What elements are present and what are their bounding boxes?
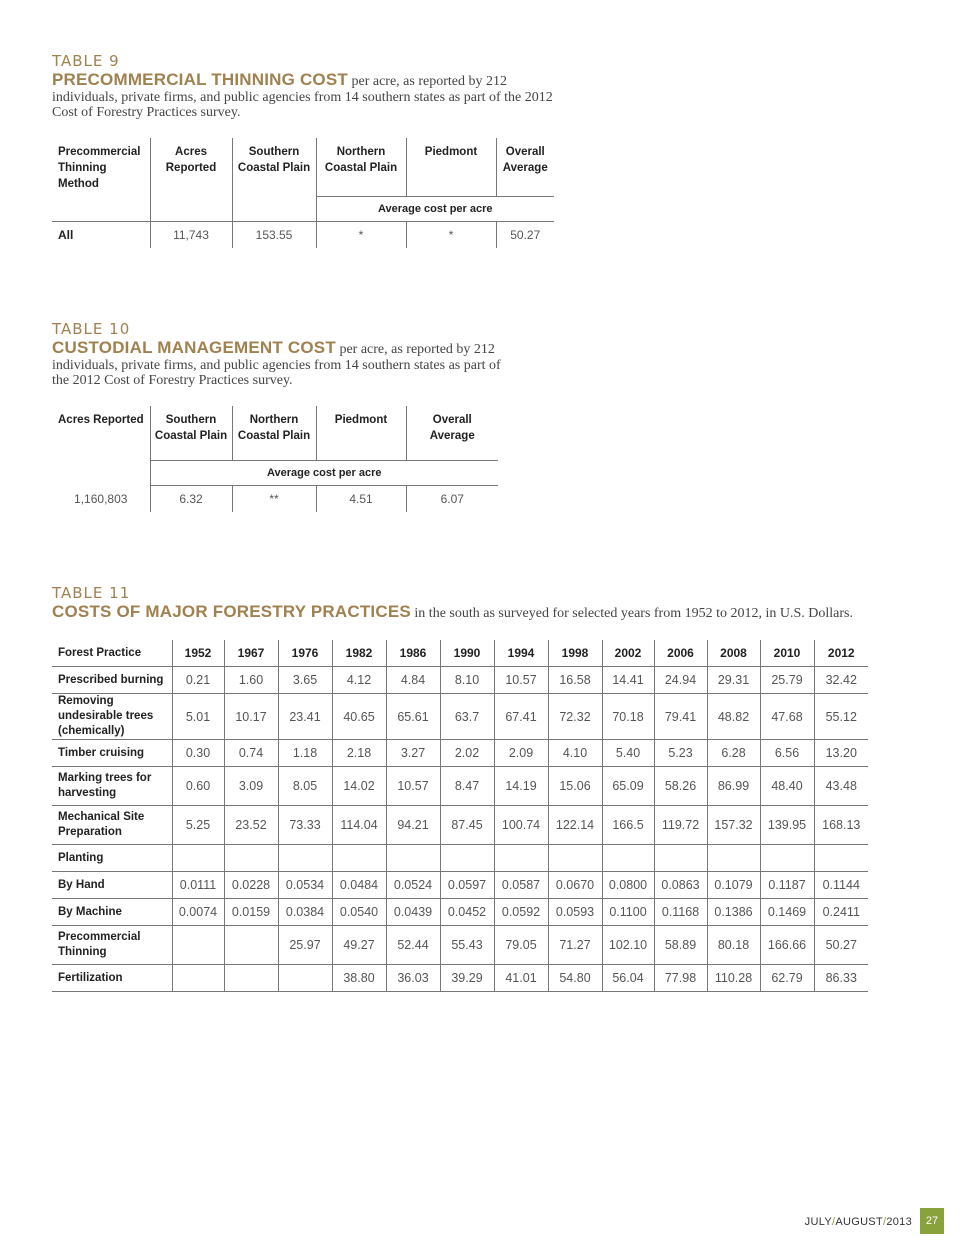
- table11-cell: 67.41: [494, 694, 548, 740]
- table11-cell: 2.09: [494, 740, 548, 767]
- table11-cell: 8.05: [278, 767, 332, 806]
- table11-cell: 0.0597: [440, 872, 494, 899]
- table11-cell: 139.95: [760, 806, 814, 845]
- table11-cell: 62.79: [760, 965, 814, 992]
- table11-cell: 0.0384: [278, 899, 332, 926]
- table10-cell: 1,160,803: [52, 486, 150, 513]
- table11-cell: 3.09: [224, 767, 278, 806]
- table11-cell: [548, 845, 602, 872]
- table11-row-label: Marking trees for harvesting: [52, 767, 172, 806]
- table11-cell: [224, 965, 278, 992]
- table10-caption-text: per acre, as reported by 212 individuals, private firms, and public agencies from 14 southern states as part of the 2012 Cost of Forestry Practices survey.: [52, 342, 501, 388]
- table11-cell: 3.27: [386, 740, 440, 767]
- table10-header: Northern Coastal Plain: [232, 406, 316, 461]
- table11-header: 1986: [386, 640, 440, 667]
- table11-row-label: Fertilization: [52, 965, 172, 992]
- table9-subheader: Average cost per acre: [316, 196, 554, 221]
- table11-cell: 157.32: [707, 806, 760, 845]
- table11-row-label: By Machine: [52, 899, 172, 926]
- table11-cell: 8.47: [440, 767, 494, 806]
- table11-cell: 166.66: [760, 926, 814, 965]
- table10-subheader: Average cost per acre: [150, 461, 498, 486]
- table11-header: 1994: [494, 640, 548, 667]
- table11-cell: [172, 845, 224, 872]
- table9-cell: *: [316, 221, 406, 248]
- table11-cell: 58.89: [654, 926, 707, 965]
- table11-cell: 5.23: [654, 740, 707, 767]
- table11-cell: 79.41: [654, 694, 707, 740]
- table11-cell: 166.5: [602, 806, 654, 845]
- table-row: [52, 486, 498, 513]
- table9-header: Precommercial Thinning Method: [52, 138, 150, 196]
- table11-header: 2002: [602, 640, 654, 667]
- table11-cell: 2.18: [332, 740, 386, 767]
- table11-cell: 13.20: [814, 740, 868, 767]
- table9-cell: All: [52, 221, 150, 248]
- table9-header: Acres Reported: [150, 138, 232, 196]
- table11-cell: 168.13: [814, 806, 868, 845]
- table11-header: 1982: [332, 640, 386, 667]
- table11-cell: 87.45: [440, 806, 494, 845]
- table11-header: 2008: [707, 640, 760, 667]
- table11-label: TABLE 11: [52, 584, 131, 602]
- table11-cell: 0.1144: [814, 872, 868, 899]
- table11-cell: 65.61: [386, 694, 440, 740]
- table11-cell: 110.28: [707, 965, 760, 992]
- table11-cell: [814, 845, 868, 872]
- table11-row-label: Mechanical Site Preparation: [52, 806, 172, 845]
- table9-label: TABLE 9: [52, 52, 120, 70]
- table11-row-label: Prescribed burning: [52, 667, 172, 694]
- table11-cell: 6.56: [760, 740, 814, 767]
- table11-header: 2006: [654, 640, 707, 667]
- table9-cell: 11,743: [150, 221, 232, 248]
- table9-cell: 50.27: [510, 227, 541, 242]
- table11-cell: [224, 926, 278, 965]
- table11-cell: 0.0800: [602, 872, 654, 899]
- table11-cell: 77.98: [654, 965, 707, 992]
- table11-cell: 0.0439: [386, 899, 440, 926]
- issue-date: JULY/AUGUST/2013: [804, 1216, 912, 1228]
- table11-cell: 5.25: [172, 806, 224, 845]
- table-row: [52, 221, 554, 248]
- table11-cell: 55.12: [814, 694, 868, 740]
- table10-title: CUSTODIAL MANAGEMENT COST: [52, 338, 336, 357]
- table11-cell: 0.0670: [548, 872, 602, 899]
- table9-caption-text: per acre, as reported by 212 individuals, private firms, and public agencies from 14 southern states as part of the 2012 Cost of Forestry Practices survey.: [52, 74, 553, 120]
- table9-header: Overall Average: [502, 146, 548, 174]
- table11-cell: 94.21: [386, 806, 440, 845]
- table11-cell: [760, 845, 814, 872]
- table11-cell: 65.09: [602, 767, 654, 806]
- table11-cell: 25.79: [760, 667, 814, 694]
- table11-heading: [52, 584, 872, 622]
- table9-cell: *: [406, 221, 496, 248]
- table-row: [52, 740, 868, 767]
- table11-cell: 100.74: [494, 806, 548, 845]
- table11-cell: 0.1100: [602, 899, 654, 926]
- table11-cell: 4.10: [548, 740, 602, 767]
- table11-cell: 2.02: [440, 740, 494, 767]
- table9-cell: 153.55: [232, 221, 316, 248]
- table11-cell: 10.57: [494, 667, 548, 694]
- table11-cell: 23.41: [278, 694, 332, 740]
- table11-cell: 14.19: [494, 767, 548, 806]
- table11-cell: 23.52: [224, 806, 278, 845]
- table10-label: TABLE 10: [52, 320, 131, 338]
- table11-cell: 0.0587: [494, 872, 548, 899]
- table11-cell: 114.04: [332, 806, 386, 845]
- table11-cell: 6.28: [707, 740, 760, 767]
- table11-header: 1952: [172, 640, 224, 667]
- table11-cell: 102.10: [602, 926, 654, 965]
- table11-cell: 0.0484: [332, 872, 386, 899]
- table9-heading: [52, 52, 572, 121]
- table11-cell: 73.33: [278, 806, 332, 845]
- table11-cell: [224, 845, 278, 872]
- table11-cell: [278, 965, 332, 992]
- table11-cell: 0.0593: [548, 899, 602, 926]
- table11-cell: 0.30: [172, 740, 224, 767]
- table11-row-label: Timber cruising: [52, 740, 172, 767]
- table9-header: Piedmont: [406, 138, 496, 196]
- table9-header: Southern Coastal Plain: [232, 138, 316, 196]
- issue-month1: JULY: [804, 1216, 832, 1228]
- table10-header: Acres Reported: [52, 406, 150, 461]
- table11-cell: 32.42: [814, 667, 868, 694]
- table11-cell: 40.65: [332, 694, 386, 740]
- table9-title: PRECOMMERCIAL THINNING COST: [52, 70, 348, 89]
- table11-cell: 0.0592: [494, 899, 548, 926]
- table11-cell: 86.33: [814, 965, 868, 992]
- table11-cell: 71.27: [548, 926, 602, 965]
- table-row: [52, 806, 868, 845]
- table11-cell: 0.21: [172, 667, 224, 694]
- table11-header: 2010: [760, 640, 814, 667]
- table11-cell: 8.10: [440, 667, 494, 694]
- table11-header: 1990: [440, 640, 494, 667]
- table11-cell: 43.48: [814, 767, 868, 806]
- table11-header: Forest Practice: [52, 640, 172, 667]
- page-number: 27: [920, 1208, 944, 1234]
- table11-cell: 25.97: [278, 926, 332, 965]
- table-row: [52, 667, 868, 694]
- table11-cell: 1.60: [224, 667, 278, 694]
- table11-cell: 4.12: [332, 667, 386, 694]
- table11-cell: 0.0159: [224, 899, 278, 926]
- table-row: [52, 965, 868, 992]
- table11-cell: 47.68: [760, 694, 814, 740]
- table11-row-label: By Hand: [52, 872, 172, 899]
- table11-row-label: Removing undesirable trees (chemically): [52, 694, 172, 740]
- table11-cell: 0.0540: [332, 899, 386, 926]
- table11-caption-text: in the south as surveyed for selected years from 1952 to 2012, in U.S. Dollars.: [410, 606, 854, 621]
- table11-cell: [386, 845, 440, 872]
- table11-cell: 0.0524: [386, 872, 440, 899]
- table11-cell: 15.06: [548, 767, 602, 806]
- table11-header: 1976: [278, 640, 332, 667]
- table10-cell: 6.07: [440, 492, 464, 506]
- table11-cell: 24.94: [654, 667, 707, 694]
- table11-cell: 55.43: [440, 926, 494, 965]
- table10-heading: [52, 320, 512, 389]
- table11-cell: 122.14: [548, 806, 602, 845]
- table11-cell: 0.1168: [654, 899, 707, 926]
- table11-cell: 54.80: [548, 965, 602, 992]
- table10-cell: 4.51: [316, 486, 406, 513]
- table10-header: Southern Coastal Plain: [150, 406, 232, 461]
- table11-cell: 70.18: [602, 694, 654, 740]
- table10: [52, 406, 498, 512]
- table9: [52, 138, 554, 248]
- table11-cell: 5.01: [172, 694, 224, 740]
- table11-cell: [440, 845, 494, 872]
- table11-cell: 5.40: [602, 740, 654, 767]
- table10-cell: 6.32: [150, 486, 232, 513]
- table11-cell: 0.74: [224, 740, 278, 767]
- table11-cell: 10.17: [224, 694, 278, 740]
- table11-cell: [654, 845, 707, 872]
- table11-cell: 0.0863: [654, 872, 707, 899]
- table11-row-label: Planting: [52, 845, 172, 872]
- table10-header: Overall Average: [429, 414, 475, 442]
- table11-cell: 52.44: [386, 926, 440, 965]
- table11-cell: 48.40: [760, 767, 814, 806]
- table11-cell: 119.72: [654, 806, 707, 845]
- table11-cell: 41.01: [494, 965, 548, 992]
- table10-caption: [52, 340, 512, 389]
- table11-cell: 80.18: [707, 926, 760, 965]
- table10-cell: **: [232, 486, 316, 513]
- table11-cell: [278, 845, 332, 872]
- table11-cell: [602, 845, 654, 872]
- table11-title: COSTS OF MAJOR FORESTRY PRACTICES: [52, 602, 411, 621]
- table11-body: [52, 667, 868, 992]
- table11: [52, 640, 868, 992]
- table11-cell: 86.99: [707, 767, 760, 806]
- table-row: [52, 694, 868, 740]
- table11-cell: [172, 965, 224, 992]
- table11-cell: 72.32: [548, 694, 602, 740]
- table-row: [52, 899, 868, 926]
- table11-cell: 56.04: [602, 965, 654, 992]
- table11-cell: 10.57: [386, 767, 440, 806]
- table11-cell: 14.02: [332, 767, 386, 806]
- table-row: [52, 845, 868, 872]
- table-row: [52, 767, 868, 806]
- table9-header: Northern Coastal Plain: [316, 138, 406, 196]
- table11-cell: [707, 845, 760, 872]
- table11-cell: 63.7: [440, 694, 494, 740]
- table11-header-row: [52, 640, 868, 667]
- table11-cell: 0.1469: [760, 899, 814, 926]
- table11-cell: 0.0228: [224, 872, 278, 899]
- table11-cell: 58.26: [654, 767, 707, 806]
- table11-cell: 0.0074: [172, 899, 224, 926]
- table11-cell: 0.0452: [440, 899, 494, 926]
- table-row: [52, 872, 868, 899]
- issue-month2: AUGUST: [835, 1216, 883, 1228]
- table11-cell: 36.03: [386, 965, 440, 992]
- table11-cell: 0.0111: [172, 872, 224, 899]
- table11-cell: 1.18: [278, 740, 332, 767]
- table11-cell: 0.1386: [707, 899, 760, 926]
- table11-cell: 39.29: [440, 965, 494, 992]
- table11-cell: 50.27: [814, 926, 868, 965]
- table11-cell: 38.80: [332, 965, 386, 992]
- table11-cell: 49.27: [332, 926, 386, 965]
- table11-cell: [494, 845, 548, 872]
- table11-row-label: Precommercial Thinning: [52, 926, 172, 965]
- table11-header: 1998: [548, 640, 602, 667]
- table11-cell: [172, 926, 224, 965]
- table11-cell: 0.1079: [707, 872, 760, 899]
- table11-caption: [52, 604, 872, 622]
- table11-cell: 0.1187: [760, 872, 814, 899]
- table-row: [52, 926, 868, 965]
- issue-year: 2013: [886, 1216, 912, 1228]
- table9-caption: [52, 72, 572, 121]
- table11-cell: 16.58: [548, 667, 602, 694]
- table11-cell: 0.60: [172, 767, 224, 806]
- table11-cell: 79.05: [494, 926, 548, 965]
- table11-header: 2012: [814, 640, 868, 667]
- table11-cell: 0.0534: [278, 872, 332, 899]
- table11-cell: 4.84: [386, 667, 440, 694]
- table11-header: 1967: [224, 640, 278, 667]
- table11-cell: [332, 845, 386, 872]
- table11-cell: 3.65: [278, 667, 332, 694]
- table11-cell: 0.2411: [814, 899, 868, 926]
- table10-header: Piedmont: [316, 406, 406, 461]
- table11-cell: 14.41: [602, 667, 654, 694]
- table11-cell: 29.31: [707, 667, 760, 694]
- table11-cell: 48.82: [707, 694, 760, 740]
